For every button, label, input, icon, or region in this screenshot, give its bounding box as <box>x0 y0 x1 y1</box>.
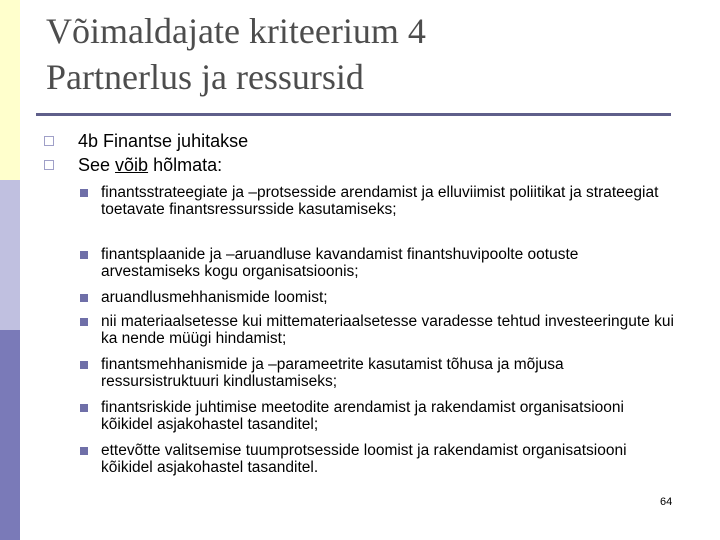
square-bullet-icon <box>80 361 88 369</box>
title-divider <box>36 113 671 116</box>
square-bullet-icon <box>80 318 88 326</box>
sidebar-segment-bottom <box>0 330 20 540</box>
text-pre: See <box>78 155 116 175</box>
title-line-2: Partnerlus ja ressursid <box>46 57 364 97</box>
underlined-word: võib <box>115 155 149 175</box>
bullet-text: 4b Finantse juhitakse <box>78 131 249 151</box>
decorative-sidebar <box>0 0 20 540</box>
sidebar-segment-middle <box>0 180 20 330</box>
square-bullet-icon <box>44 136 54 146</box>
bullet-text: finantsriskide juhtimise meetodite arendamist ja rakendamist organisatsiooni kõikidel asjakohastel tasanditel; <box>101 399 624 434</box>
text-post: hõlmata: <box>148 155 223 175</box>
bullet-text: finantsmehhanismide ja –parameetrite kasutamist tõhusa ja mõjusa ressursistruktuuri kindlustamiseks; <box>101 356 564 391</box>
square-bullet-icon <box>80 404 88 412</box>
bullet-text: ettevõtte valitsemise tuumprotsesside loomist ja rakendamist organisatsiooni kõikidel asjakohastel tasanditel. <box>101 442 627 477</box>
title-line-1: Võimaldajate kriteerium 4 <box>46 11 426 51</box>
bullet-text: finantsstrateegiate ja –protsesside arendamist ja elluviimist poliitikat ja strateegiat toetavate finantsressursside kasutamiseks; <box>101 184 659 219</box>
sidebar-segment-top <box>0 0 20 180</box>
square-bullet-icon <box>80 251 88 259</box>
bullet-text: aruandlusmehhanismide loomist; <box>101 289 328 306</box>
bullet-text: finantsplaanide ja –aruandluse kavandamist finantshuvipoolte ootuste arvestamiseks kogu organisatsioonis; <box>101 246 579 281</box>
page-number: 64 <box>660 496 673 508</box>
slide-title <box>46 8 686 100</box>
square-bullet-icon <box>80 189 88 197</box>
square-bullet-icon <box>80 294 88 302</box>
square-bullet-icon <box>80 447 88 455</box>
bullet-text: nii materiaalsetesse kui mittemateriaalsetesse varadesse tehtud investeeringute kui ka nende müügi hindamist; <box>101 313 674 348</box>
bullet-text <box>78 153 222 177</box>
square-bullet-icon <box>44 160 54 170</box>
